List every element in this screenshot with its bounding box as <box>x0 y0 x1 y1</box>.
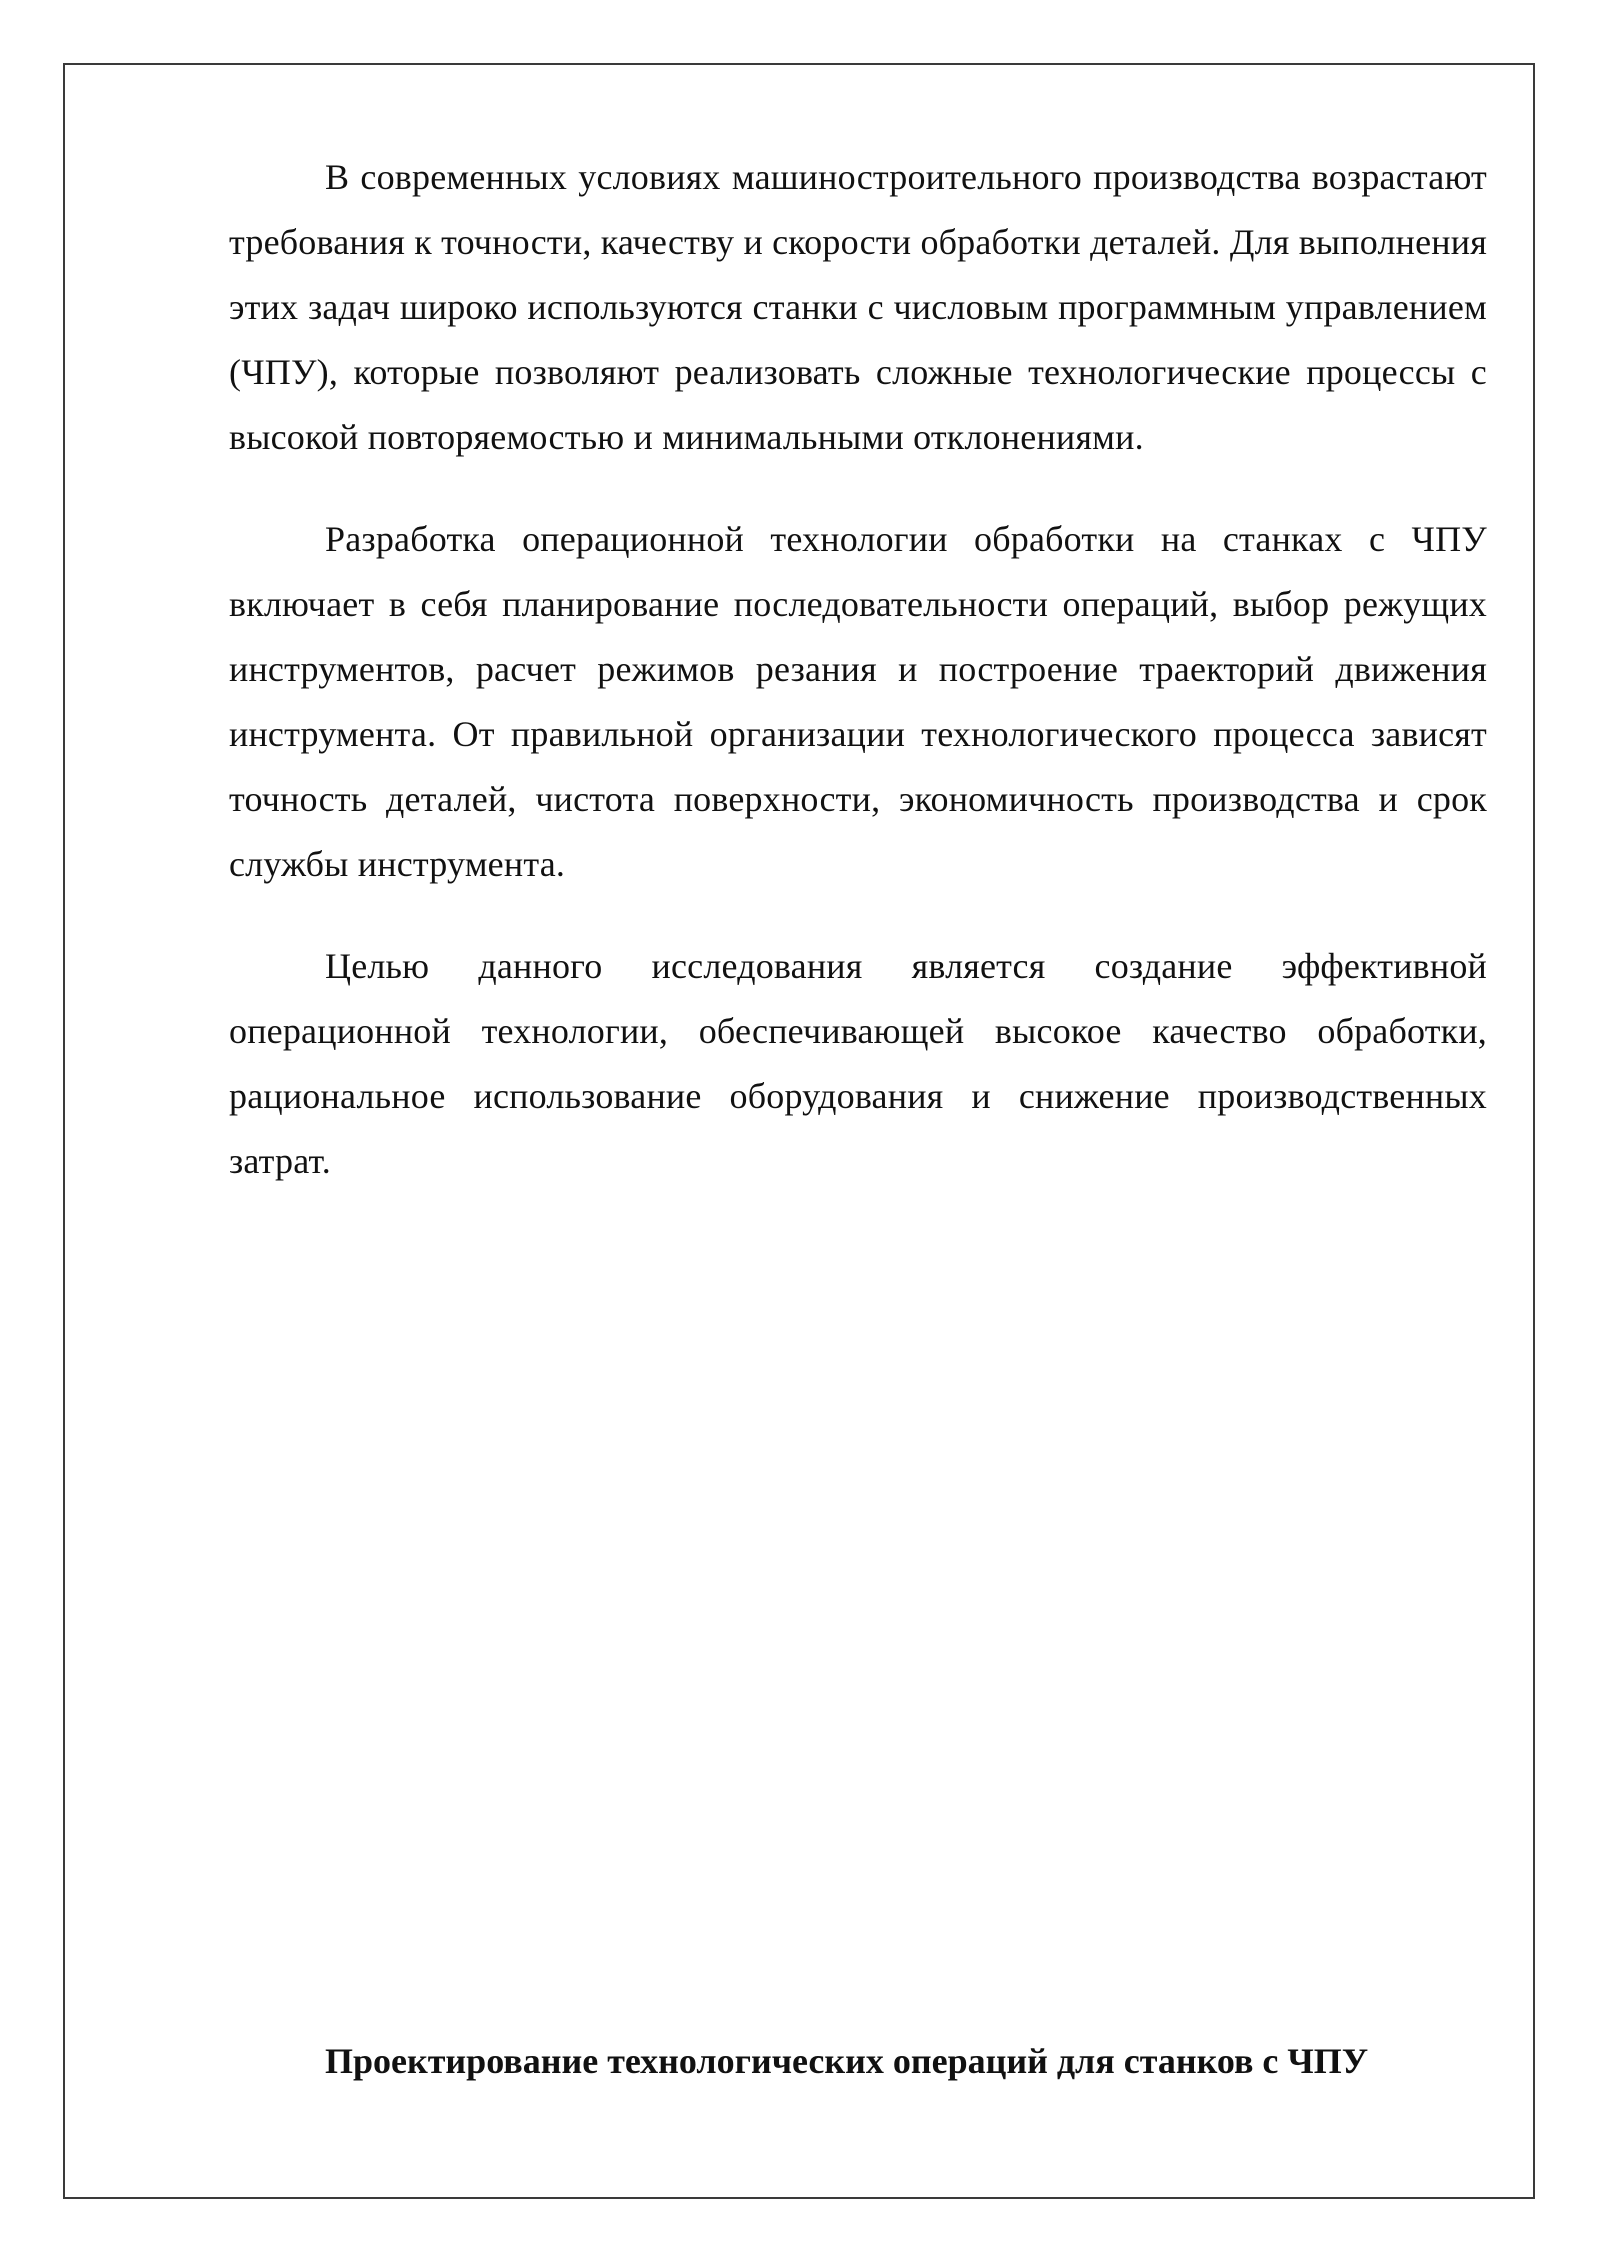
paragraph-research-goal: Целью данного исследования является создание эффективной операционной технологии, обеспечивающей высокое качество обработки, рациональное использование оборудования и снижение производственных затрат. <box>229 946 1487 1181</box>
document-title-footer: Проектирование технологических операций для станков с ЧПУ <box>325 2041 1369 2081</box>
document-body <box>229 145 1487 1231</box>
paragraph-technology-development: Разработка операционной технологии обработки на станках с ЧПУ включает в себя планирование последовательности операций, выбор режущих инструментов, расчет режимов резания и построение траекторий движения инструмента. От правильной организации технологического процесса зависят точность деталей, чистота поверхности, экономичность производства и срок службы инструмента. <box>229 519 1487 884</box>
paragraph-introduction: В современных условиях машиностроительного производства возрастают требования к точности, качеству и скорости обработки деталей. Для выполнения этих задач широко используются станки с числовым программным управлением (ЧПУ), которые позволяют реализовать сложные технологические процессы с высокой повторяемостью и минимальными отклонениями. <box>229 157 1487 457</box>
